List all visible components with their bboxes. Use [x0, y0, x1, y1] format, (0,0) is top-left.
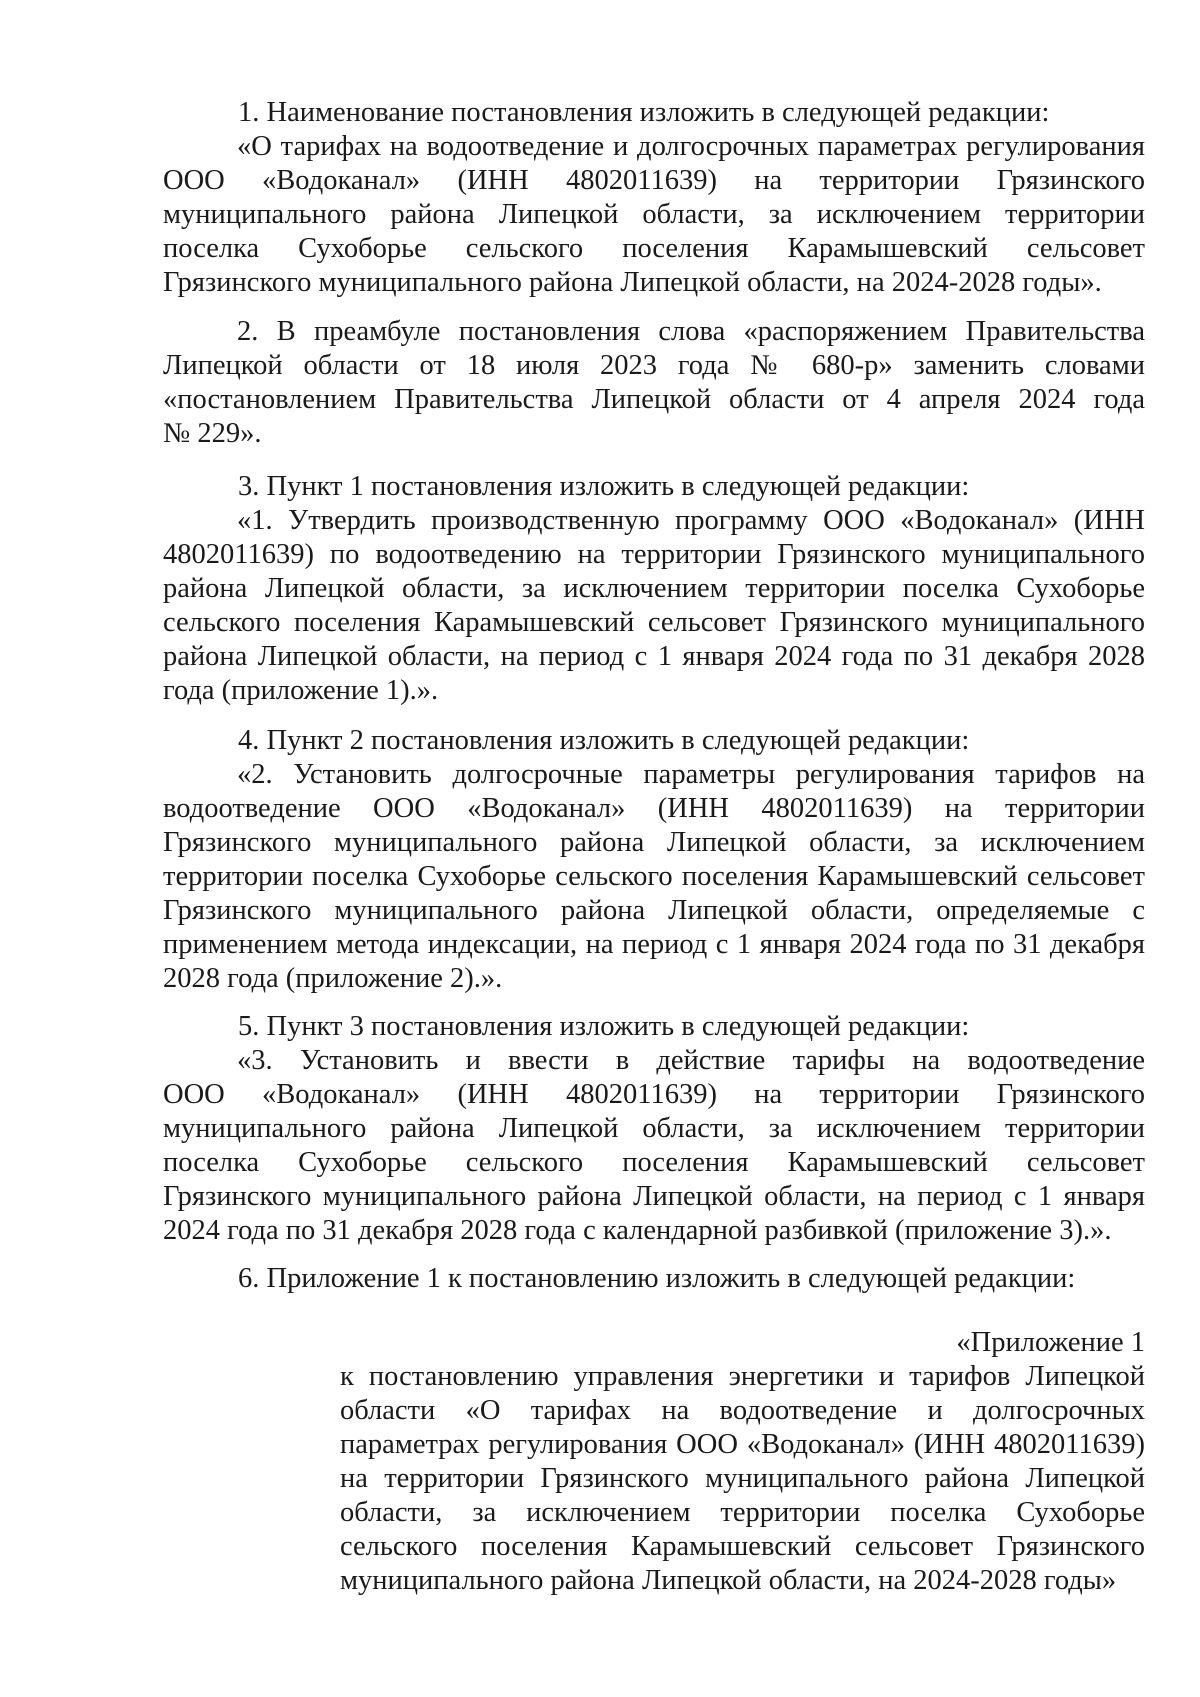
item-3-line: района Липецкой области, на период с 1 января 2024 года по 31 декабря 2028	[163, 641, 1145, 672]
item-4-line: применением метода индексации, на период с 1 января 2024 года по 31 декабря	[163, 929, 1145, 960]
item-1-line: поселка Сухоборье сельского поселения Карамышевский сельсовет	[163, 233, 1145, 264]
item-2-line: № 229».	[163, 418, 262, 449]
item-1-line: ООО «Водоканал» (ИНН 4802011639) на территории Грязинского	[163, 165, 1145, 196]
annex-title: «Приложение 1	[956, 1327, 1145, 1358]
item-3-line: 4802011639) по водоотведению на территории Грязинского муниципального	[163, 539, 1145, 570]
annex-line: области, за исключением территории поселка Сухоборье	[340, 1497, 1145, 1528]
item-1-line: Грязинского муниципального района Липецкой области, на 2024-2028 годы».	[163, 267, 1102, 298]
item-3-line: района Липецкой области, за исключением территории поселка Сухоборье	[163, 573, 1145, 604]
annex-line: области «О тарифах на водоотведение и долгосрочных	[340, 1395, 1145, 1426]
annex-line: параметрах регулирования ООО «Водоканал» (ИНН 4802011639)	[340, 1429, 1145, 1460]
item-4-line: водоотведение ООО «Водоканал» (ИНН 4802011639) на территории	[163, 793, 1145, 824]
item-4-line: «2. Установить долгосрочные параметры регулирования тарифов на	[237, 759, 1145, 790]
item-4-line: Грязинского муниципального района Липецкой области, за исключением	[163, 827, 1145, 858]
item-1	[163, 96, 1145, 300]
item-4	[163, 724, 1145, 996]
item-5	[163, 1010, 1145, 1248]
annex-header	[340, 1326, 1145, 1598]
item-2-line: Липецкой области от 18 июля 2023 года № 680-р» заменить словами	[163, 350, 1145, 381]
item-3-line: года (приложение 1).».	[163, 675, 439, 706]
item-5-line: «3. Установить и ввести в действие тарифы на водоотведение	[237, 1045, 1145, 1076]
item-2-line: «постановлением Правительства Липецкой области от 4 апреля 2024 года	[163, 384, 1145, 415]
item-5-line: ООО «Водоканал» (ИНН 4802011639) на территории Грязинского	[163, 1079, 1145, 1110]
item-5-line: Грязинского муниципального района Липецкой области, на период с 1 января	[163, 1181, 1145, 1212]
item-3	[163, 470, 1145, 708]
item-3-line: сельского поселения Карамышевский сельсовет Грязинского муниципального	[163, 607, 1145, 638]
item-1-line: муниципального района Липецкой области, за исключением территории	[163, 199, 1145, 230]
item-5-line: поселка Сухоборье сельского поселения Карамышевский сельсовет	[163, 1147, 1145, 1178]
annex-line: муниципального района Липецкой области, на 2024-2028 годы»	[340, 1565, 1117, 1596]
annex-line: на территории Грязинского муниципального района Липецкой	[340, 1463, 1145, 1494]
item-4-line: Грязинского муниципального района Липецкой области, определяемые с	[163, 895, 1145, 926]
item-6-heading: 6. Приложение 1 к постановлению изложить в следующей редакции:	[238, 1263, 1076, 1294]
item-1-line: «О тарифах на водоотведение и долгосрочных параметрах регулирования	[237, 131, 1145, 162]
item-5-heading: 5. Пункт 3 постановления изложить в следующей редакции:	[238, 1011, 970, 1042]
item-3-line: «1. Утвердить производственную программу ООО «Водоканал» (ИНН	[237, 505, 1145, 536]
item-2	[163, 315, 1145, 451]
item-3-heading: 3. Пункт 1 постановления изложить в следующей редакции:	[238, 471, 970, 502]
item-1-heading: 1. Наименование постановления изложить в следующей редакции:	[238, 97, 1050, 128]
item-5-line: муниципального района Липецкой области, за исключением территории	[163, 1113, 1145, 1144]
item-4-line: территории поселка Сухоборье сельского поселения Карамышевский сельсовет	[163, 861, 1145, 892]
item-4-line: 2028 года (приложение 2).».	[163, 963, 503, 994]
item-2-line: 2. В преамбуле постановления слова «распоряжением Правительства	[237, 316, 1145, 347]
item-6	[163, 1262, 1145, 1296]
item-4-heading: 4. Пункт 2 постановления изложить в следующей редакции:	[238, 725, 970, 756]
annex-line: сельского поселения Карамышевский сельсовет Грязинского	[340, 1531, 1145, 1562]
item-5-line: 2024 года по 31 декабря 2028 года с календарной разбивкой (приложение 3).».	[163, 1215, 1112, 1246]
annex-line: к постановлению управления энергетики и тарифов Липецкой	[340, 1361, 1145, 1392]
